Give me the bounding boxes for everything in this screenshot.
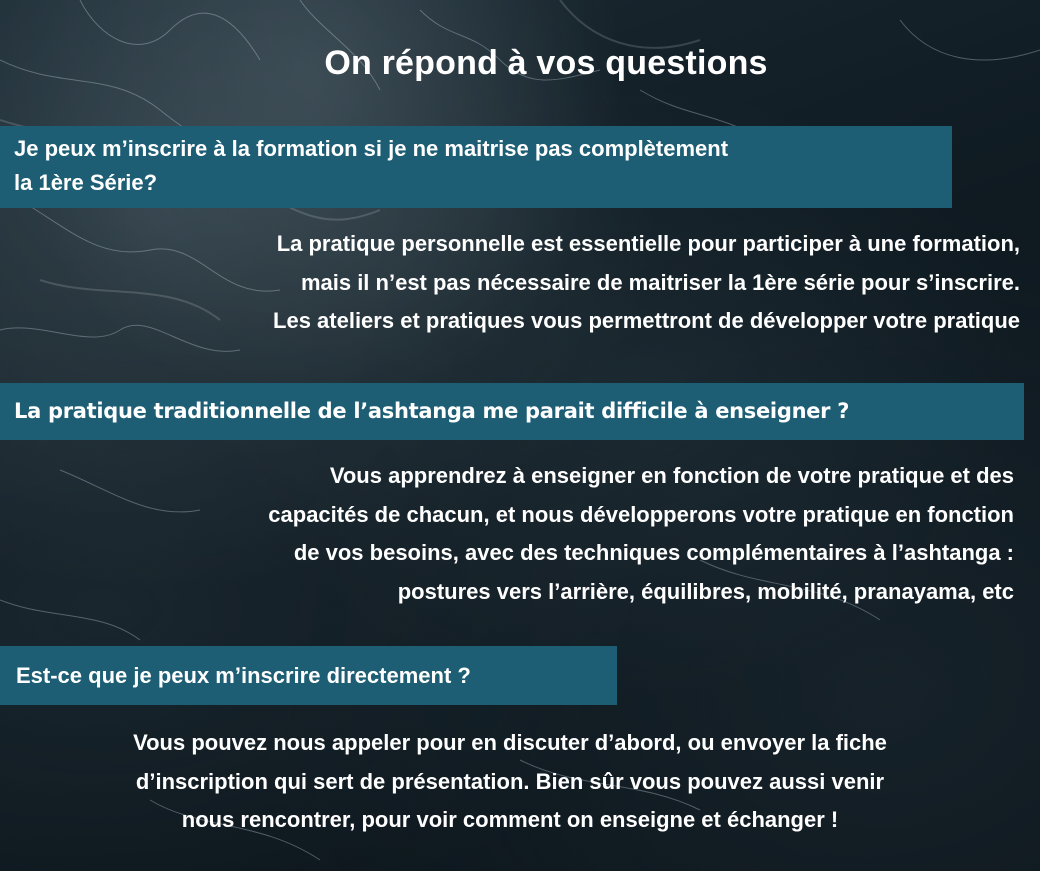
question-1-line-2: la 1ère Série? (14, 170, 158, 195)
answer-1-line-2: mais il n’est pas nécessaire de maitriser la 1ère série pour s’inscrire. (300, 269, 1020, 295)
answer-2-line-1: Vous apprendrez à enseigner en fonction de votre pratique et des (329, 463, 1014, 488)
answer-3-line-1: Vous pouvez nous appeler pour en discuter d’abord, ou envoyer la fiche (133, 730, 887, 755)
faq-question-2: La pratique traditionnelle de l’ashtanga me parait difficile à enseigner ? (0, 383, 1024, 440)
faq-question-3: Est-ce que je peux m’inscrire directement ? (0, 646, 617, 705)
page-title: On répond à vos questions (324, 44, 768, 82)
question-1-line-1: Je peux m’inscrire à la formation si je ne maitrise pas complètement (14, 136, 729, 161)
faq-question-1 (0, 126, 952, 208)
answer-2-line-2: capacités de chacun, et nous développerons votre pratique en fonction (268, 501, 1014, 527)
answer-1-line-1: La pratique personnelle est essentielle pour participer à une formation, (276, 231, 1020, 256)
answer-2-line-3: de vos besoins, avec des techniques complémentaires à l’ashtanga : (293, 540, 1014, 565)
answer-2-line-4: postures vers l’arrière, équilibres, mobilité, pranayama, etc (397, 578, 1014, 604)
answer-1-line-3: Les ateliers et pratiques vous permettront de développer votre pratique (273, 308, 1020, 333)
answer-3-line-2: d’inscription qui sert de présentation. Bien sûr vous pouvez aussi venir (135, 768, 885, 794)
faq-answer-3 (0, 724, 1020, 840)
answer-3-line-3: nous rencontrer, pour voir comment on enseigne et échanger ! (181, 807, 839, 832)
faq-answer-1 (273, 225, 1020, 341)
faq-answer-2 (268, 457, 1014, 611)
